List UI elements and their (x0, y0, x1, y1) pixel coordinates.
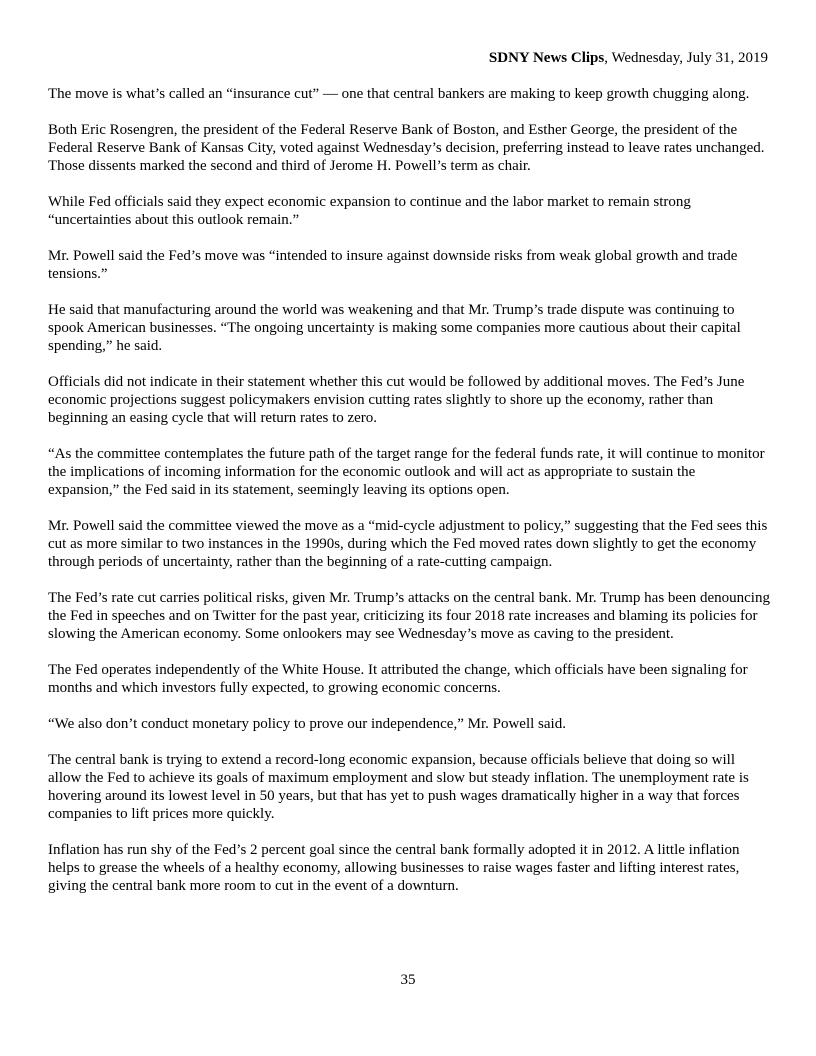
publication-name: SDNY News Clips (488, 50, 605, 66)
paragraph-12: The central bank is trying to extend a record-long economic expansion, because officials believe that doing so will allow the Fed to achieve its goals of maximum employment and slow but steady inflation. The unemployment rate is hovering around its lowest level in 50 years, but that has yet to push wages dramatically higher in a way that forces companies to lift prices more quickly. (48, 752, 749, 822)
header-date: , Wednesday, July 31, 2019 (604, 50, 768, 66)
paragraph-4: Mr. Powell said the Fed’s move was “intended to insure against downside risks from weak global growth and trade tensions.” (48, 248, 738, 282)
paragraph-3: While Fed officials said they expect economic expansion to continue and the labor market to remain strong “uncertainties about this outlook remain.” (48, 194, 691, 228)
paragraph-6: Officials did not indicate in their statement whether this cut would be followed by additional moves. The Fed’s June economic projections suggest policymakers envision cutting rates slightly to shore up the economy, rather than beginning an easing cycle that will return rates to zero. (48, 374, 745, 426)
paragraph-13: Inflation has run shy of the Fed’s 2 percent goal since the central bank formally adopted it in 2012. A little inflation helps to grease the wheels of a healthy economy, allowing businesses to raise wages faster and lifting interest rates, giving the central bank more room to cut in the event of a downturn. (48, 842, 740, 894)
article-body (48, 85, 770, 913)
paragraph-7: “As the committee contemplates the future path of the target range for the federal funds rate, it will continue to monitor the implications of incoming information for the economic outlook and will act as appropriate to sustain the expansion,” the Fed said in its statement, seemingly leaving its options open. (48, 446, 765, 498)
paragraph-11: “We also don’t conduct monetary policy to prove our independence,” Mr. Powell said. (48, 716, 566, 732)
paragraph-8: Mr. Powell said the committee viewed the move as a “mid-cycle adjustment to policy,” suggesting that the Fed sees this cut as more similar to two instances in the 1990s, during which the Fed moved rates down slightly to get the economy through periods of uncertainty, rather than the beginning of a rate-cutting campaign. (48, 518, 768, 570)
paragraph-9: The Fed’s rate cut carries political risks, given Mr. Trump’s attacks on the central bank. Mr. Trump has been denouncing the Fed in speeches and on Twitter for the past year, criticizing its four 2018 rate increases and blaming its policies for slowing the American economy. Some onlookers may see Wednesday’s move as caving to the president. (48, 590, 770, 642)
paragraph-2: Both Eric Rosengren, the president of the Federal Reserve Bank of Boston, and Esther George, the president of the Federal Reserve Bank of Kansas City, voted against Wednesday’s decision, preferring instead to leave rates unchanged. Those dissents marked the second and third of Jerome H. Powell’s term as chair. (48, 122, 765, 174)
paragraph-10: The Fed operates independently of the White House. It attributed the change, which officials have been signaling for months and which investors fully expected, to growing economic concerns. (48, 662, 748, 696)
page-number: 35 (400, 972, 416, 988)
paragraph-1: The move is what’s called an “insurance cut” — one that central bankers are making to keep growth chugging along. (48, 86, 750, 102)
paragraph-5: He said that manufacturing around the world was weakening and that Mr. Trump’s trade dispute was continuing to spook American businesses. “The ongoing uncertainty is making some companies more cautious about their capital spending,” he said. (48, 302, 741, 354)
page-header (489, 49, 768, 67)
